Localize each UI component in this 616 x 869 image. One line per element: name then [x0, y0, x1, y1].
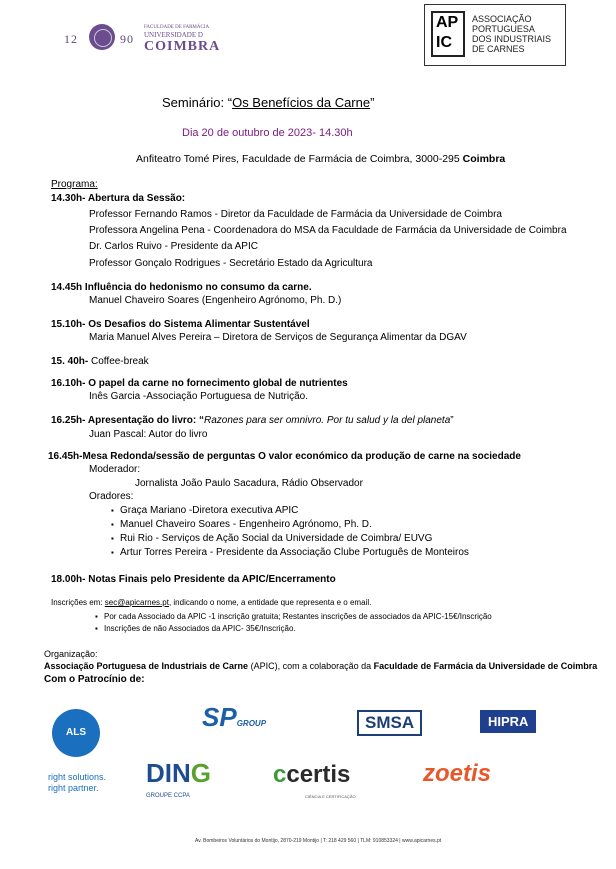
session-speaker: Inês Garcia -Associação Portuguesa de Nutrição.	[89, 391, 308, 402]
certis-c-icon: c	[273, 761, 287, 788]
dino-g-icon: G	[190, 758, 212, 788]
orador-item: ▪ Artur Torres Pereira - Presidente da Associação Clube Português de Monteiros	[120, 546, 469, 559]
coffee-break	[51, 355, 149, 368]
organizacao-text	[44, 660, 597, 673]
als-tagline: right partner.	[48, 783, 99, 793]
uc-university: UNIVERSIDADE D	[144, 31, 203, 39]
coffee-break-time: 15. 40h-	[51, 356, 89, 367]
uc-logo	[64, 22, 221, 56]
certis-logo	[273, 761, 350, 789]
uc-seal-icon	[89, 24, 115, 50]
als-logo	[52, 709, 100, 757]
apic-mark-icon: AP IC	[431, 11, 465, 57]
smsa-logo: SMSA	[357, 710, 422, 736]
als-icon: ALS	[52, 709, 100, 757]
dino-text: DIN	[146, 758, 191, 788]
uc-year-right: 90	[120, 32, 134, 46]
zoetis-logo: zoetis	[423, 760, 492, 787]
moderador-name: Jornalista João Paulo Sacadura, Rádio Observador	[135, 478, 363, 489]
uc-faculty: FACULDADE DE FARMÁCIA	[144, 25, 210, 30]
inscricoes-item: ▪ Inscrições de não Associados da APIC- 35€/Inscrição.	[104, 623, 296, 634]
title-main: Os Benefícios da Carne	[232, 95, 371, 110]
page-title	[162, 96, 374, 109]
session-title	[51, 414, 454, 427]
apic-line: DOS INDUSTRIAIS	[472, 34, 552, 44]
session-speaker: Dr. Carlos Ruivo - Presidente da APIC	[89, 241, 258, 252]
venue-text: Anfiteatro Tomé Pires, Faculdade de Farmácia de Coimbra, 3000-295	[136, 153, 463, 165]
als-tagline: right solutions.	[48, 772, 107, 782]
footer-address: Av. Bombeiros Voluntários do Montijo, 2870-219 Montijo | T: 218 429 560 | TLM: 910853324 | www.apicarnes.pt	[195, 838, 442, 844]
certis-text: certis	[286, 761, 351, 788]
sp-text: SP	[202, 702, 237, 732]
event-date: Dia 20 de outubro de 2023- 14.30h	[182, 127, 353, 139]
session-title: 16.10h- O papel da carne no fornecimento global de nutrientes	[51, 378, 348, 389]
title-suffix: ”	[370, 95, 375, 110]
apic-logo	[424, 4, 566, 66]
event-venue	[136, 153, 505, 166]
session-title: 14.45h Influência do hedonismo no consumo da carne.	[51, 282, 312, 293]
dino-logo	[146, 758, 211, 789]
session-title: 14.30h- Abertura da Sessão:	[51, 193, 186, 204]
session-speaker: Manuel Chaveiro Soares (Engenheiro Agrónomo, Ph. D.)	[89, 295, 342, 306]
programa-label: Programa:	[51, 179, 98, 190]
apic-line: DE CARNES	[472, 44, 525, 54]
session-title: 16.45h-Mesa Redonda/sessão de perguntas O valor económico da produção de carne na sociedade	[48, 451, 521, 462]
orador-item: ▪ Graça Mariano -Diretora executiva APIC	[120, 504, 298, 517]
inscricoes-prefix: Inscrições em:	[51, 598, 105, 607]
sp-group-text: GROUP	[236, 719, 267, 728]
coffee-break-text: Coffee-break	[88, 356, 149, 367]
title-prefix: Seminário: “	[162, 95, 233, 110]
session-speaker: Juan Pascal: Autor do livro	[89, 429, 208, 440]
organizacao-label: Organização:	[44, 649, 98, 659]
session-speaker: Maria Manuel Alves Pereira – Diretora de Serviços de Segurança Alimentar da DGAV	[89, 332, 467, 343]
organizacao-mid: (APIC), com a colaboração da	[248, 661, 374, 671]
session-speaker: Professor Gonçalo Rodrigues - Secretário Estado da Agricultura	[89, 258, 373, 269]
orador-item: ▪ Rui Rio - Serviços de Ação Social da Universidade de Coimbra/ EUVG	[120, 532, 432, 545]
orador-item: ▪ Manuel Chaveiro Soares - Engenheiro Agrónomo, Ph. D.	[120, 518, 372, 531]
apic-line: ASSOCIAÇÃO	[472, 14, 532, 24]
inscricoes-suffix: , indicando o nome, a entidade que representa e o email.	[168, 598, 372, 607]
apic-line: PORTUGUESA	[472, 24, 535, 34]
uc-year-left: 12	[64, 32, 78, 46]
inscricoes-item: ▪ Por cada Associado da APIC -1 inscrição gratuita; Restantes inscrições de associados da APIC-15€/Inscrição	[104, 611, 492, 622]
book-title-prefix: 16.25h- Apresentação do livro: “	[51, 415, 205, 426]
sp-group-logo	[202, 702, 266, 733]
dino-sub: GROUPE CCPA	[146, 793, 190, 799]
hipra-logo: HIPRA	[480, 710, 536, 733]
session-speaker: Professora Angelina Pena - Coordenadora do MSA da Faculdade de Farmácia da Universidade de Coimbra	[89, 225, 567, 236]
oradores-label: Oradores:	[89, 491, 134, 502]
inscricoes-text	[51, 597, 371, 608]
organizacao-faculty: Faculdade de Farmácia da Universidade de Coimbra	[373, 661, 598, 671]
organizacao-name: Associação Portuguesa de Industriais de Carne	[44, 661, 249, 671]
certis-sub: CIÊNCIA E CERTIFICAÇÃO	[305, 794, 356, 799]
uc-city: COIMBRA	[144, 39, 221, 54]
session-title: 18.00h- Notas Finais pelo Presidente da APIC/Encerramento	[51, 574, 336, 585]
venue-city: Coimbra	[462, 153, 506, 165]
book-title-suffix: ”	[450, 415, 454, 426]
moderador-label: Moderador:	[89, 464, 141, 475]
book-name: Razones para ser omnivro. Por tu salud y la del planeta	[204, 415, 451, 426]
patrocinio-label: Com o Patrocínio de:	[44, 674, 145, 685]
session-speaker: Professor Fernando Ramos - Diretor da Faculdade de Farmácia da Universidade de Coimbra	[89, 209, 502, 220]
session-title: 15.10h- Os Desafios do Sistema Alimentar Sustentável	[51, 319, 310, 330]
inscricoes-email-link[interactable]: sec@apicarnes.pt	[104, 598, 169, 607]
